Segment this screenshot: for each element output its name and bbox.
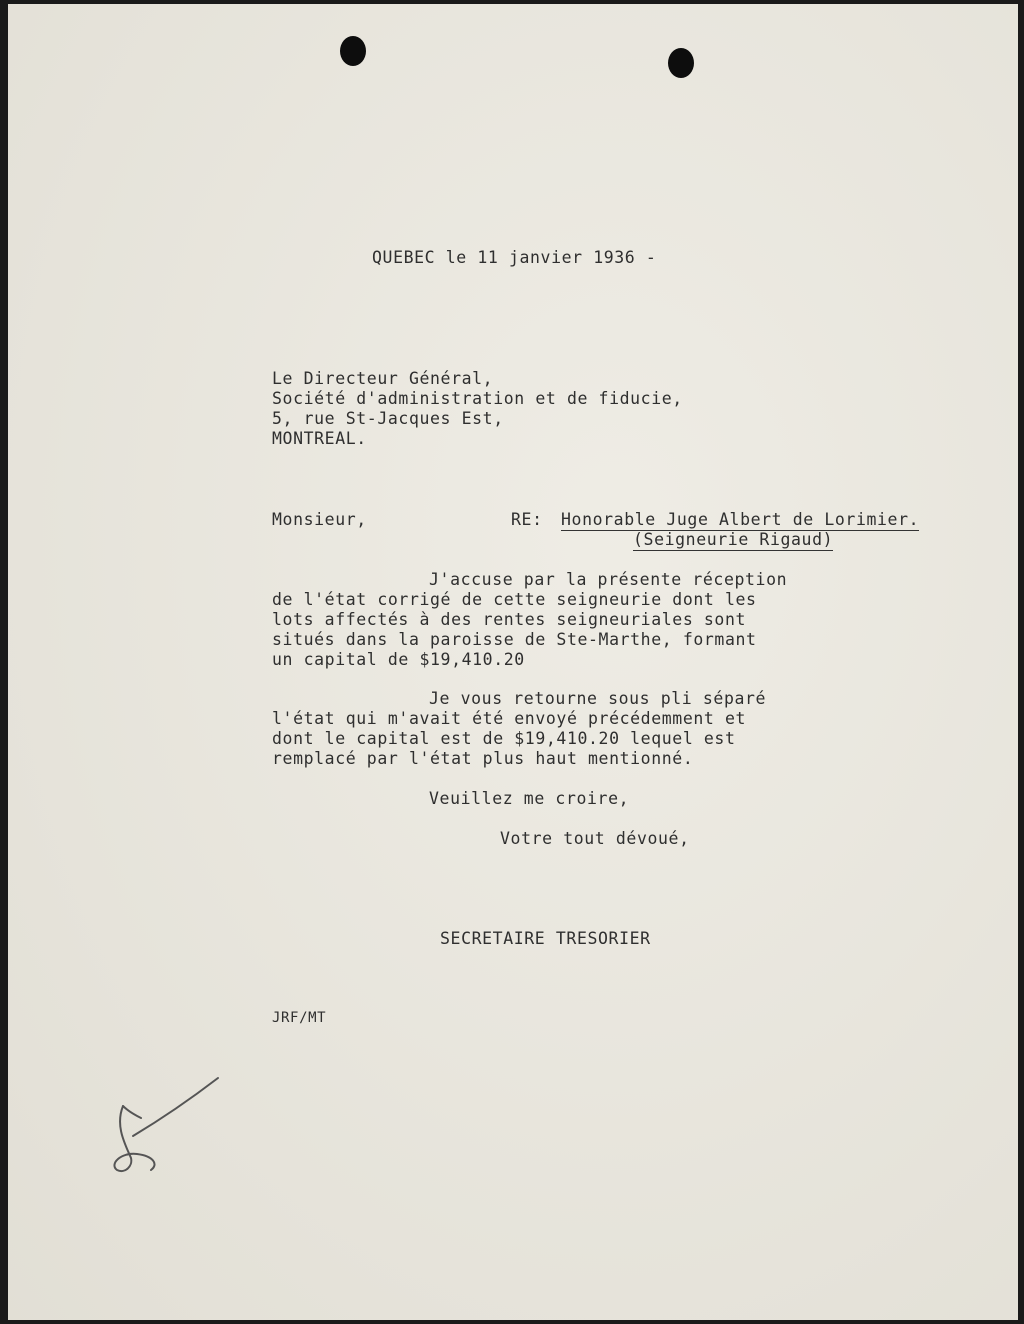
paragraph-line: remplacé par l'état plus haut mentionné. (272, 749, 694, 768)
punch-hole-left (340, 36, 366, 66)
handwritten-initial-mark (103, 1066, 233, 1186)
recipient-line: Le Directeur Général, (272, 369, 494, 388)
recipient-line: Société d'administration et de fiducie, (272, 389, 683, 408)
paragraph-line: Je vous retourne sous pli séparé (429, 689, 767, 708)
letter-page (8, 4, 1018, 1320)
recipient-line: 5, rue St-Jacques Est, (272, 409, 504, 428)
re-prefix: RE: (511, 510, 543, 529)
paragraph-line: J'accuse par la présente réception (429, 570, 788, 589)
paragraph-line: un capital de $19,410.20 (272, 650, 525, 669)
closing: Veuillez me croire, (429, 789, 630, 808)
paragraph-line: lots affectés à des rentes seigneuriales sont (272, 610, 747, 629)
typist-initials: JRF/MT (272, 1010, 327, 1026)
punch-hole-right (668, 48, 694, 78)
paragraph-line: situés dans la paroisse de Ste-Marthe, formant (272, 630, 757, 649)
salutation: Monsieur, (272, 510, 367, 529)
paragraph-line: dont le capital est de $19,410.20 lequel est (272, 729, 736, 748)
re-subject-detail: (Seigneurie Rigaud) (633, 530, 834, 549)
recipient-line: MONTREAL. (272, 429, 367, 448)
dateline: QUEBEC le 11 janvier 1936 - (372, 248, 657, 267)
paragraph-line: l'état qui m'avait été envoyé précédemment et (272, 709, 747, 728)
signature-title: SECRETAIRE TRESORIER (440, 929, 651, 948)
closing-signoff: Votre tout dévoué, (500, 829, 690, 848)
re-subject: Honorable Juge Albert de Lorimier. (561, 510, 920, 529)
paragraph-line: de l'état corrigé de cette seigneurie dont les (272, 590, 757, 609)
